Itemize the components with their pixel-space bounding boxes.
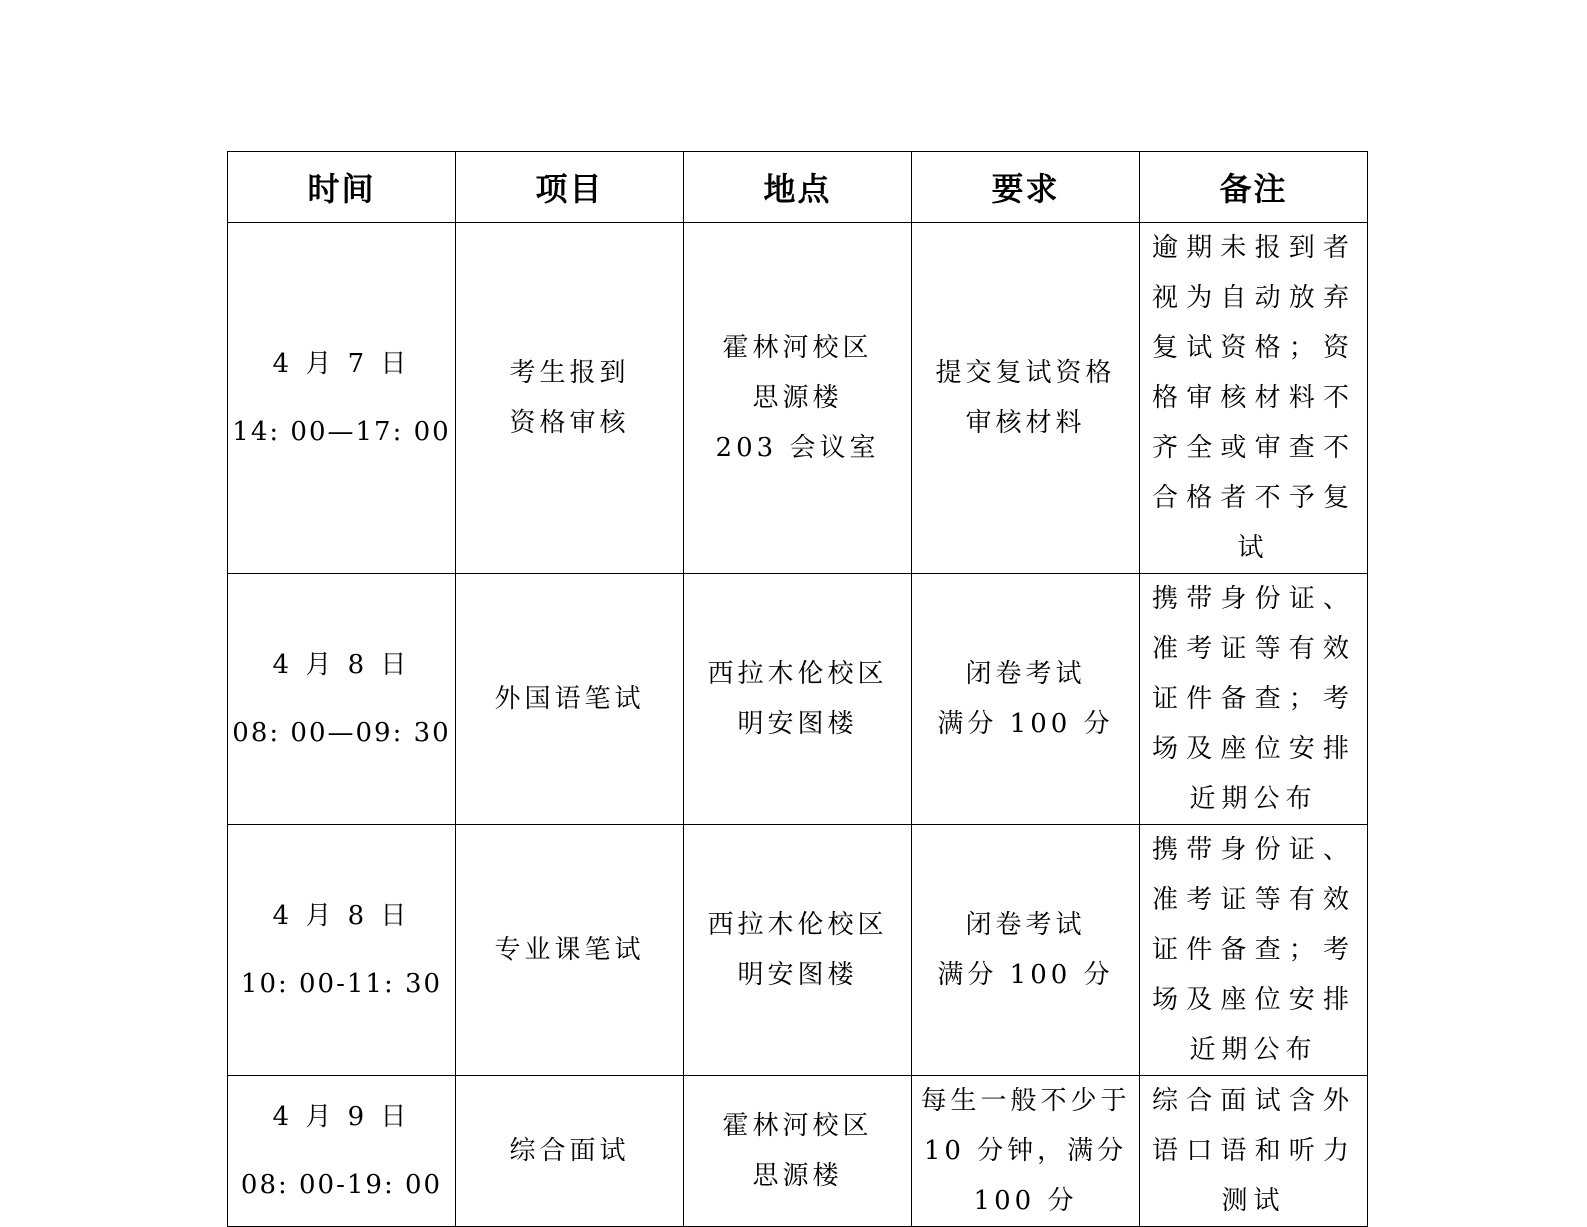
note-cell xyxy=(1140,223,1368,574)
time-cell xyxy=(228,574,456,825)
time-range-text: 08: 00—09: 30 xyxy=(232,718,451,748)
location-line: 霍林河校区 xyxy=(722,1111,873,1141)
date-text: 4 月 8 日 xyxy=(272,650,411,680)
time-range-text: 14: 00—17: 00 xyxy=(232,417,451,447)
item-line: 外国语笔试 xyxy=(494,684,645,714)
item-line: 考生报到 xyxy=(509,358,630,388)
date-text: 4 月 7 日 xyxy=(272,349,411,379)
location-cell xyxy=(684,223,912,574)
requirement-line: 每生一般不少于 xyxy=(920,1086,1131,1116)
requirement-line: 100 分 xyxy=(973,1186,1078,1216)
requirement-line: 闭卷考试 xyxy=(965,910,1086,940)
header-requirement: 要求 xyxy=(912,152,1140,223)
time-range-text: 08: 00-19: 00 xyxy=(240,1170,443,1200)
requirement-line: 闭卷考试 xyxy=(965,659,1086,689)
location-cell xyxy=(684,825,912,1076)
requirement-cell xyxy=(912,223,1140,574)
item-line: 专业课笔试 xyxy=(494,935,645,965)
location-cell xyxy=(684,1076,912,1227)
item-cell xyxy=(456,574,684,825)
location-line: 203 会议室 xyxy=(715,433,880,463)
location-line: 霍林河校区 xyxy=(722,333,873,363)
schedule-table xyxy=(227,151,1368,1227)
table-row xyxy=(228,574,1368,825)
table-row xyxy=(228,1076,1368,1227)
location-cell xyxy=(684,574,912,825)
note-text: 携带身份证、准考证等有效证件备查；考场及座位安排近期公布 xyxy=(1152,835,1355,1065)
note-text: 逾期未报到者视为自动放弃复试资格；资格审核材料不齐全或审查不合格者不予复试 xyxy=(1152,233,1355,563)
time-range-text: 10: 00-11: 30 xyxy=(240,969,443,999)
table-row xyxy=(228,825,1368,1076)
header-item: 项目 xyxy=(456,152,684,223)
item-line: 资格审核 xyxy=(509,408,630,438)
location-line: 思源楼 xyxy=(752,1161,843,1191)
item-cell xyxy=(456,825,684,1076)
location-line: 思源楼 xyxy=(752,383,843,413)
requirement-cell xyxy=(912,1076,1140,1227)
note-text: 综合面试含外语口语和听力测试 xyxy=(1152,1086,1355,1216)
location-line: 明安图楼 xyxy=(737,709,858,739)
header-time: 时间 xyxy=(228,152,456,223)
header-note: 备注 xyxy=(1140,152,1368,223)
date-text: 4 月 8 日 xyxy=(272,901,411,931)
item-cell xyxy=(456,223,684,574)
note-text: 携带身份证、准考证等有效证件备查；考场及座位安排近期公布 xyxy=(1152,584,1355,814)
table-header-row xyxy=(228,152,1368,223)
time-cell xyxy=(228,825,456,1076)
note-cell xyxy=(1140,1076,1368,1227)
requirement-cell xyxy=(912,825,1140,1076)
requirement-line: 满分 100 分 xyxy=(937,960,1114,990)
location-line: 西拉木伦校区 xyxy=(707,910,888,940)
time-cell xyxy=(228,1076,456,1227)
date-text: 4 月 9 日 xyxy=(272,1102,411,1132)
requirement-cell xyxy=(912,574,1140,825)
location-line: 西拉木伦校区 xyxy=(707,659,888,689)
item-cell xyxy=(456,1076,684,1227)
note-cell xyxy=(1140,825,1368,1076)
time-cell xyxy=(228,223,456,574)
requirement-line: 10 分钟，满分 xyxy=(923,1136,1128,1166)
location-line: 明安图楼 xyxy=(737,960,858,990)
header-location: 地点 xyxy=(684,152,912,223)
requirement-line: 审核材料 xyxy=(965,408,1086,438)
table-row xyxy=(228,223,1368,574)
requirement-line: 满分 100 分 xyxy=(937,709,1114,739)
item-line: 综合面试 xyxy=(509,1136,630,1166)
requirement-line: 提交复试资格 xyxy=(935,358,1116,388)
note-cell xyxy=(1140,574,1368,825)
